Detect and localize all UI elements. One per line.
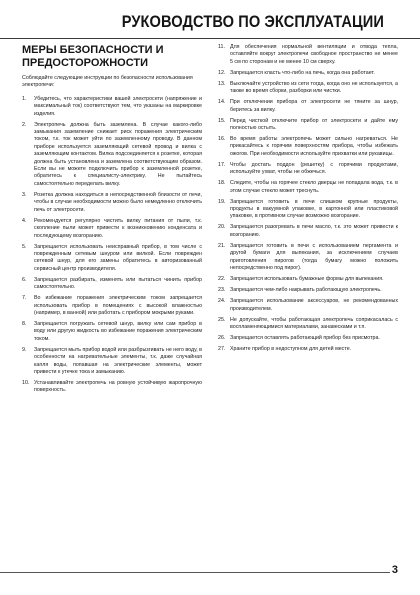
safety-item-text: Запрещается использовать бумажные формы для выпекания. bbox=[230, 276, 384, 283]
safety-item-number: 21. bbox=[218, 242, 226, 249]
safety-item bbox=[218, 287, 398, 294]
safety-item-number: 12. bbox=[218, 69, 226, 76]
safety-item bbox=[22, 192, 202, 214]
safety-item-number: 27. bbox=[218, 345, 226, 352]
safety-item bbox=[218, 118, 398, 133]
safety-item-text: Запрещается использование аксессуаров, не рекомендованных производителем. bbox=[230, 298, 398, 312]
safety-item-number: 8. bbox=[22, 320, 27, 327]
safety-item-text: Перед чисткой отключите прибор от электросети и дайте ему полностью остыть. bbox=[230, 117, 398, 132]
safety-item-text: Запрещается класть что-либо на печь, когда она работает. bbox=[230, 69, 375, 76]
safety-item-number: 20. bbox=[218, 224, 226, 231]
safety-item bbox=[218, 335, 398, 342]
safety-item-number: 15. bbox=[218, 117, 226, 124]
safety-item bbox=[218, 81, 398, 96]
safety-item-text: Не допускайте, чтобы работающая электропечь соприкасалась с воспламеняющимися материалами, занавесками и т.п. bbox=[230, 316, 398, 330]
safety-item bbox=[22, 347, 202, 377]
footer-divider bbox=[0, 572, 390, 573]
safety-item bbox=[218, 136, 398, 158]
safety-item bbox=[218, 199, 398, 221]
safety-item bbox=[22, 321, 202, 343]
safety-item bbox=[218, 162, 398, 177]
safety-item-text: Запрещается готовить в печи слишком крупные продукты, продукты в вакуумной упаковке, в картонной или пластиковой упаковке, в противном случае возможно возгорание. bbox=[230, 198, 398, 220]
section-title: МЕРЫ БЕЗОПАСНОСТИ И ПРЕДОСТОРОЖНОСТИ bbox=[22, 44, 164, 69]
safety-item-text: Запрещается готовить в печи с использованием пергамента и другой бумаги для выпекания, за исключением случаев приготовления пирогов (тогда бумагу можно положить непосредственно под пирог). bbox=[230, 242, 398, 272]
safety-item-number: 11. bbox=[218, 44, 225, 50]
page-number: 3 bbox=[391, 564, 398, 576]
safety-item-text: Запрещается погружать сетевой шнур, вилку или сам прибор в воду или другую жидкость во избежание поражения электрическим током. bbox=[34, 320, 202, 342]
safety-item bbox=[218, 243, 398, 273]
safety-item-text: Убедитесь, что характеристики вашей электросети (напряжение и максимальный ток) соответствуют тем, что указаны на маркировке изделия. bbox=[34, 95, 202, 117]
safety-item bbox=[218, 224, 398, 239]
safety-item bbox=[218, 99, 398, 114]
safety-item bbox=[22, 380, 202, 395]
safety-item-number: 23. bbox=[218, 287, 226, 294]
safety-item-text: Запрещается мыть прибор водой или разбрызгивать не него воду, в особенности на нагревательные элементы, т.к. даже случайная капля воды, попавшая на электрические элементы, может привести к утечке тока и замыканию. bbox=[34, 346, 202, 375]
safety-item-number: 13. bbox=[218, 80, 226, 87]
safety-item-number: 1. bbox=[22, 95, 27, 102]
safety-item bbox=[218, 346, 398, 353]
safety-item bbox=[22, 96, 202, 118]
safety-item-text: Храните прибор в недоступном для детей месте. bbox=[230, 345, 352, 352]
safety-item-number: 4. bbox=[22, 217, 27, 224]
safety-item bbox=[22, 122, 202, 189]
safety-item-number: 24. bbox=[218, 298, 226, 305]
safety-item-text: Запрещается оставлять работающий прибор без присмотра. bbox=[230, 334, 380, 341]
safety-item-text: Для обеспечения нормальной вентиляции и отвода тепла, оставляйте вокруг электропечи свободное пространство не менее 5 см по сторонам и не менее 10 см сверху. bbox=[230, 44, 398, 65]
safety-item-text: Запрещается разогревать в печи масло, т.к. это может привести к возгоранию. bbox=[230, 224, 398, 238]
safety-item-number: 2. bbox=[22, 121, 27, 128]
safety-item-text: Запрещается разбирать, изменять или пытаться чинить прибор самостоятельно. bbox=[34, 276, 202, 291]
safety-item-number: 6. bbox=[22, 276, 27, 283]
safety-item bbox=[22, 244, 202, 274]
safety-item bbox=[218, 276, 398, 283]
safety-item-number: 9. bbox=[22, 346, 27, 353]
safety-item-text: Выключайте устройство из сети тогда, когда оно не используется, а также во время сборки, разборки или чистки. bbox=[230, 80, 398, 95]
safety-item-number: 17. bbox=[218, 161, 226, 168]
safety-item-number: 3. bbox=[22, 191, 27, 198]
safety-list-right bbox=[218, 44, 398, 353]
safety-item-text: Во избежание поражения электрическим током запрещается использовать прибор в помещениях с высокой влажностью (например, в ванной) или работать с прибором мокрыми руками. bbox=[34, 295, 202, 316]
safety-item-text: Розетка должна находиться в непосредственной близости от печи, чтобы в случае необходимости можно было немедленно отключить печь от электросети. bbox=[34, 191, 202, 213]
safety-item-text: Во время работы электропечь может сильно нагреваться. Не прикасайтесь к горячим поверхностям прибора, чтобы избежать ожогов. При необходимости используйте прихватки или рукавицы. bbox=[230, 136, 398, 157]
safety-item bbox=[218, 317, 398, 332]
safety-item-number: 22. bbox=[218, 276, 226, 283]
safety-item bbox=[218, 180, 398, 195]
safety-item-text: Рекомендуется регулярно чистить вилку питания от пыли, т.к. скопление пыли может привести к возникновению конденсата и последующему возгоранию. bbox=[34, 217, 202, 239]
safety-item bbox=[22, 295, 202, 317]
safety-item-text: Чтобы достать поддон (решетку) с горячими продуктами, используйте ухват, чтобы не обжечься. bbox=[230, 161, 398, 176]
section-intro: Соблюдайте следующие инструкции по безопасности использования электропечи: bbox=[22, 75, 193, 89]
safety-item-number: 5. bbox=[22, 243, 27, 250]
safety-item-number: 10. bbox=[22, 379, 30, 386]
safety-item-text: Электропечь должна быть заземлена. В случае какого-либо замыкания заземление снижает риск поражения электрическим током, т.к. ток может уйти по заземленному проводу. В данном приборе используется заземляющий сетевой провод и вилка с заземляющим контактом. Вилка подсоединяется к розетке, которая должна быть установлена и заземлена соответствующим образом. Если вы не можете подключить прибор к заземленной розетке, обратитесь к специалисту-электрику. Не пытайтесь самостоятельно переделать вилку. bbox=[34, 121, 202, 187]
safety-item-text: Устанавливайте электропечь на ровную устойчивую жаропрочную поверхность. bbox=[34, 379, 202, 394]
right-column bbox=[218, 44, 398, 357]
safety-item bbox=[218, 298, 398, 313]
left-column bbox=[22, 44, 202, 398]
safety-item-text: При отключении прибора от электросети не тяните за шнур, беритесь за вилку. bbox=[230, 99, 398, 113]
safety-item bbox=[218, 44, 398, 66]
safety-item-number: 18. bbox=[218, 180, 226, 187]
safety-item-number: 19. bbox=[218, 198, 226, 205]
safety-item-number: 16. bbox=[218, 136, 226, 143]
safety-item-text: Запрещается использовать неисправный прибор, в том числе с поврежденным сетевым шнуром или вилкой. Если поврежден сетевой шнур, для его замены обратитесь в авторизованный сервисный центр производителя. bbox=[34, 243, 202, 272]
safety-item bbox=[22, 218, 202, 240]
header-divider bbox=[0, 38, 420, 39]
safety-item-number: 7. bbox=[22, 295, 27, 302]
safety-item bbox=[218, 70, 398, 77]
safety-item-number: 25. bbox=[218, 316, 226, 323]
safety-item-text: Запрещается чем-либо накрывать работающую электропечь. bbox=[230, 287, 382, 294]
safety-list-left bbox=[22, 96, 202, 395]
safety-item-number: 14. bbox=[218, 99, 226, 106]
safety-item-text: Следите, чтобы на горячее стекло дверцы не попадала вода, т.к. в этом случае стекло может треснуть. bbox=[230, 180, 398, 194]
safety-item-number: 26. bbox=[218, 334, 226, 341]
safety-item bbox=[22, 277, 202, 292]
page-header-title: РУКОВОДСТВО ПО ЭКСПЛУАТАЦИИ bbox=[121, 12, 384, 31]
